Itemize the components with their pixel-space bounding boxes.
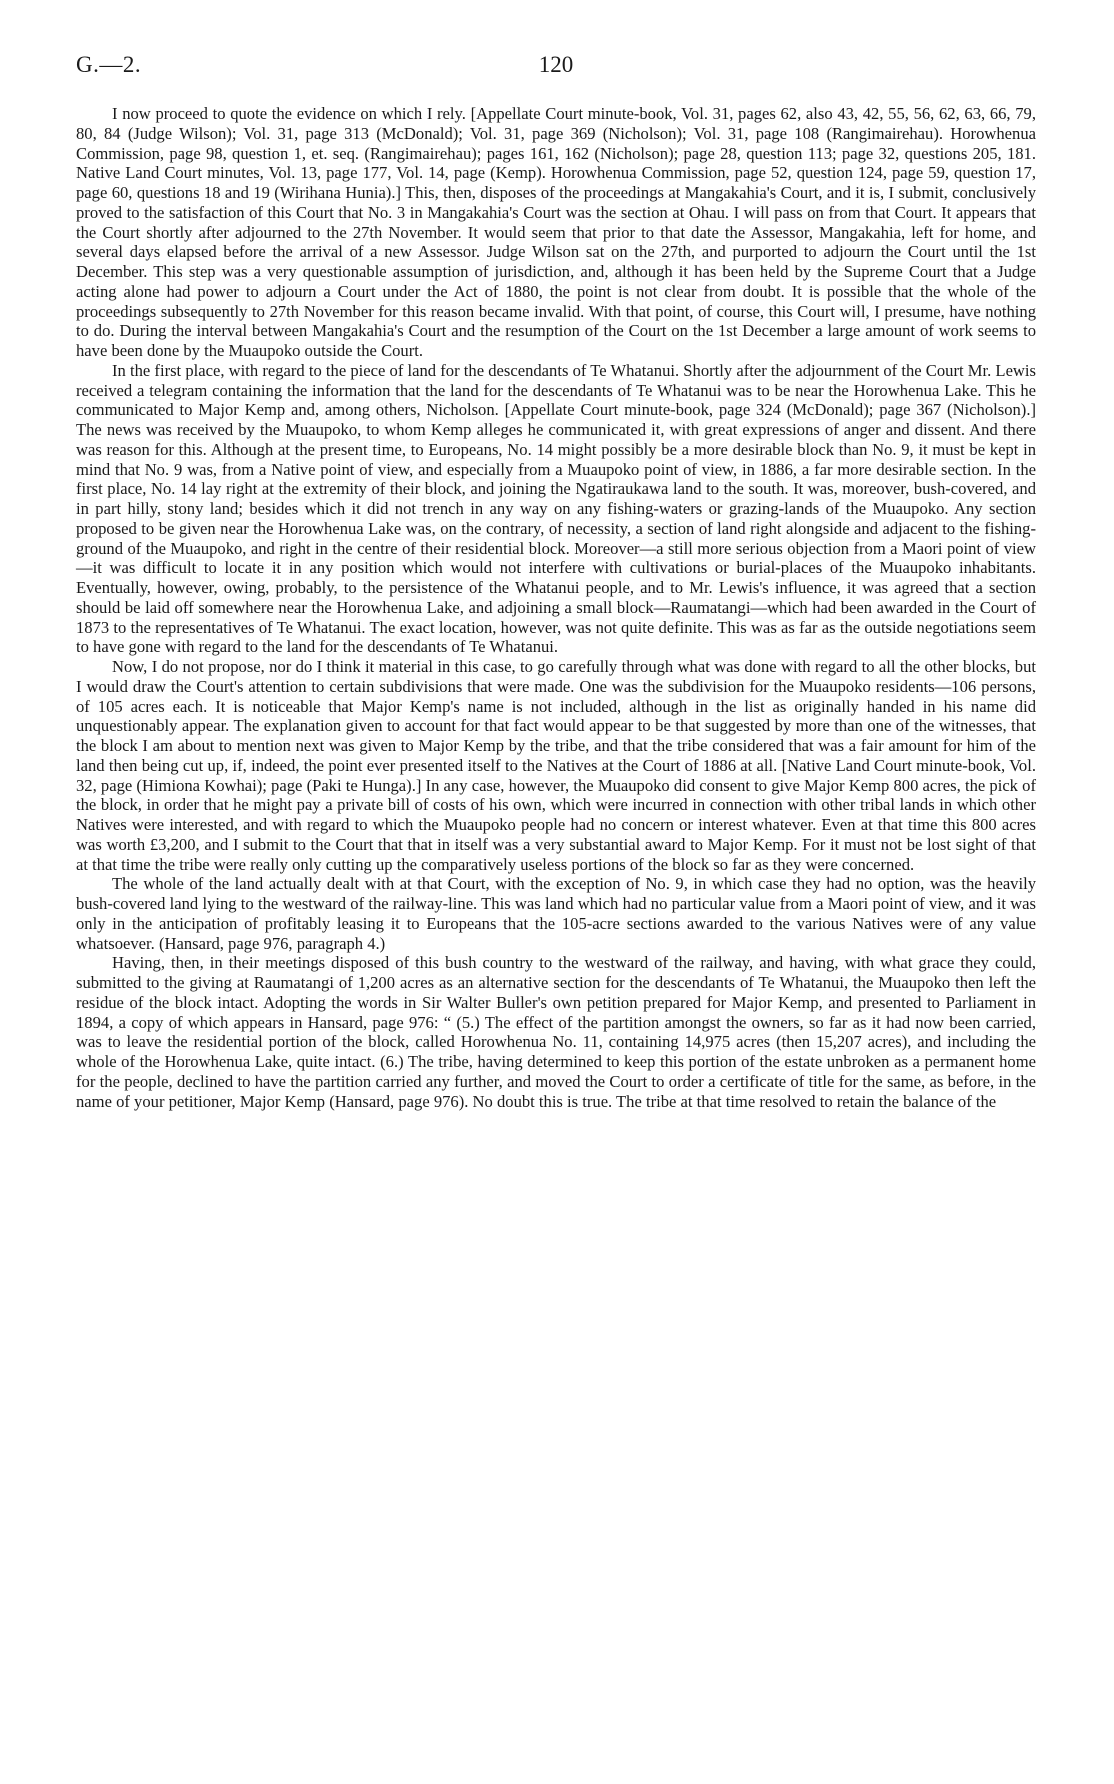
paragraph: In the first place, with regard to the piece of land for the descendants of Te Whatanui. Shortly after the adjournment of the Court Mr. Lewis received a telegram containing the information that the land for the descendants of Te Whatanui was to be near the Horowhenua Lake. This he communicated to Major Kemp and, among others, Nicholson. [Appellate Court minute-book, page 324 (McDonald); page 367 (Nicholson).] The news was received by the Muaupoko, to whom Kemp alleges he communicated it, with great expressions of anger and dissent. And there was reason for this. Although at the present time, to Europeans, No. 14 might possibly be a more desirable block than No. 9, it must be kept in mind that No. 9 was, from a Native point of view, and especially from a Muaupoko point of view, in 1886, a far more desirable section. In the first place, No. 14 lay right at the extremity of their block, and joining the Ngatiraukawa land to the south. It was, moreover, bush-covered, and in part hilly, stony land; besides which it did not trench in any way on any fishing-waters or grazing-lands of the Muaupoko. Any section proposed to be given near the Horowhenua Lake was, on the contrary, of necessity, a section of land right alongside and adjacent to the fishing-ground of the Muaupoko, and right in the centre of their residential block. Moreover—a still more serious objection from a Maori point of view—it was difficult to locate it in any position which would not interfere with cultivations or burial-places of the Muaupoko inhabitants. Eventually, however, owing, probably, to the persistence of the Whatanui people, and to Mr. Lewis's influence, it was agreed that a section should be laid off somewhere near the Horowhenua Lake, and adjoining a small block—Raumatangi—which had been awarded in the Court of 1873 to the representatives of Te Whatanui. The exact location, however, was not quite definite. This was as far as the outside negotiations seem to have gone with regard to the land for the descendants of Te Whatanui. xyxy=(76,360,1036,657)
paragraph: Having, then, in their meetings disposed of this bush country to the westward of the railway, and having, with what grace they could, submitted to the giving at Raumatangi of 1,200 acres as an alternative section for the descendants of Te Whatanui, the Muaupoko then left the residue of the block intact. Adopting the words in Sir Walter Buller's own petition prepared for Major Kemp, and presented to Parliament in 1894, a copy of which appears in Hansard, page 976: “ (5.) The effect of the partition amongst the owners, so far as it had now been carried, was to leave the residential portion of the block, called Horowhenua No. 11, containing 14,975 acres (then 15,207 acres), and including the whole of the Horowhenua Lake, quite intact. (6.) The tribe, having determined to keep this portion of the estate unbroken as a permanent home for the people, declined to have the partition carried any further, and moved the Court to order a certificate of title for the same, as before, in the name of your petitioner, Major Kemp (Hansard, page 976). No doubt this is true. The tribe at that time resolved to retain the balance of the xyxy=(76,953,1036,1111)
paragraph: The whole of the land actually dealt with at that Court, with the exception of No. 9, in which case they had no option, was the heavily bush-covered land lying to the westward of the railway-line. This was land which had no particular value from a Maori point of view, and it was only in the anticipation of profitably leasing it to Europeans that the 105-acre sections awarded to the various Natives were of any value whatsoever. (Hansard, page 976, paragraph 4.) xyxy=(76,874,1036,953)
page-number: 120 xyxy=(538,52,574,77)
paragraph: Now, I do not propose, nor do I think it material in this case, to go carefully through what was done with regard to all the other blocks, but I would draw the Court's attention to certain subdivisions that were made. One was the subdivision for the Muaupoko residents—106 persons, of 105 acres each. It is noticeable that Major Kemp's name is not included, although in the list as originally handed in his name did unquestionably appear. The explanation given to account for that fact would appear to be that suggested by more than one of the witnesses, that the block I am about to mention next was given to Major Kemp by the tribe, and that the tribe considered that was a fair amount for him of the land then being cut up, if, indeed, the point ever presented itself to the Natives at the Court of 1886 at all. [Native Land Court minute-book, Vol. 32, page (Himiona Kowhai); page (Paki te Hunga).] In any case, however, the Muaupoko did consent to give Major Kemp 800 acres, the pick of the block, in order that he might pay a private bill of costs of his own, which were incurred in connection with other tribal lands in which other Natives were interested, and with regard to which the Muaupoko people had no concern or interest whatever. Even at that time this 800 acres was worth £3,200, and I submit to the Court that that in itself was a very substantial award to Major Kemp. For it must not be lost sight of that at that time the tribe were really only cutting up the comparatively useless portions of the block so far as they were concerned. xyxy=(76,657,1036,874)
paragraph: I now proceed to quote the evidence on which I rely. [Appellate Court minute-book, Vol. 31, pages 62, also 43, 42, 55, 56, 62, 63, 66, 79, 80, 84 (Judge Wilson); Vol. 31, page 313 (McDonald); Vol. 31, page 369 (Nicholson); Vol. 31, page 108 (Rangimairehau). Horowhenua Commission, page 98, question 1, et. seq. (Rangimairehau); pages 161, 162 (Nicholson); page 28, question 113; page 32, questions 205, 181. Native Land Court minutes, Vol. 13, page 177, Vol. 14, page (Kemp). Horowhenua Commission, page 52, question 124, page 59, question 17, page 60, questions 18 and 19 (Wirihana Hunia).] This, then, disposes of the proceedings at Mangakahia's Court, and it is, I submit, conclusively proved to the satisfaction of this Court that No. 3 in Mangakahia's Court was the section at Ohau. I will pass on from that Court. It appears that the Court shortly after adjourned to the 27th November. It would seem that prior to that date the Assessor, Mangakahia, left for home, and several days elapsed before the arrival of a new Assessor. Judge Wilson sat on the 27th, and purported to adjourn the Court until the 1st December. This step was a very questionable assumption of jurisdiction, and, although it has been held by the Supreme Court that a Judge acting alone had power to adjourn a Court under the Act of 1880, the point is not clear from doubt. It is possible that the whole of the proceedings subsequently to 27th November for this reason became invalid. With that point, of course, this Court will, I presume, have nothing to do. During the interval between Mangakahia's Court and the resumption of the Court on the 1st December a large amount of work seems to have been done by the Muaupoko outside the Court. xyxy=(76,104,1036,360)
document-reference: G.—2. xyxy=(76,52,142,77)
body-text xyxy=(76,104,1036,1111)
page-header xyxy=(76,52,1036,82)
